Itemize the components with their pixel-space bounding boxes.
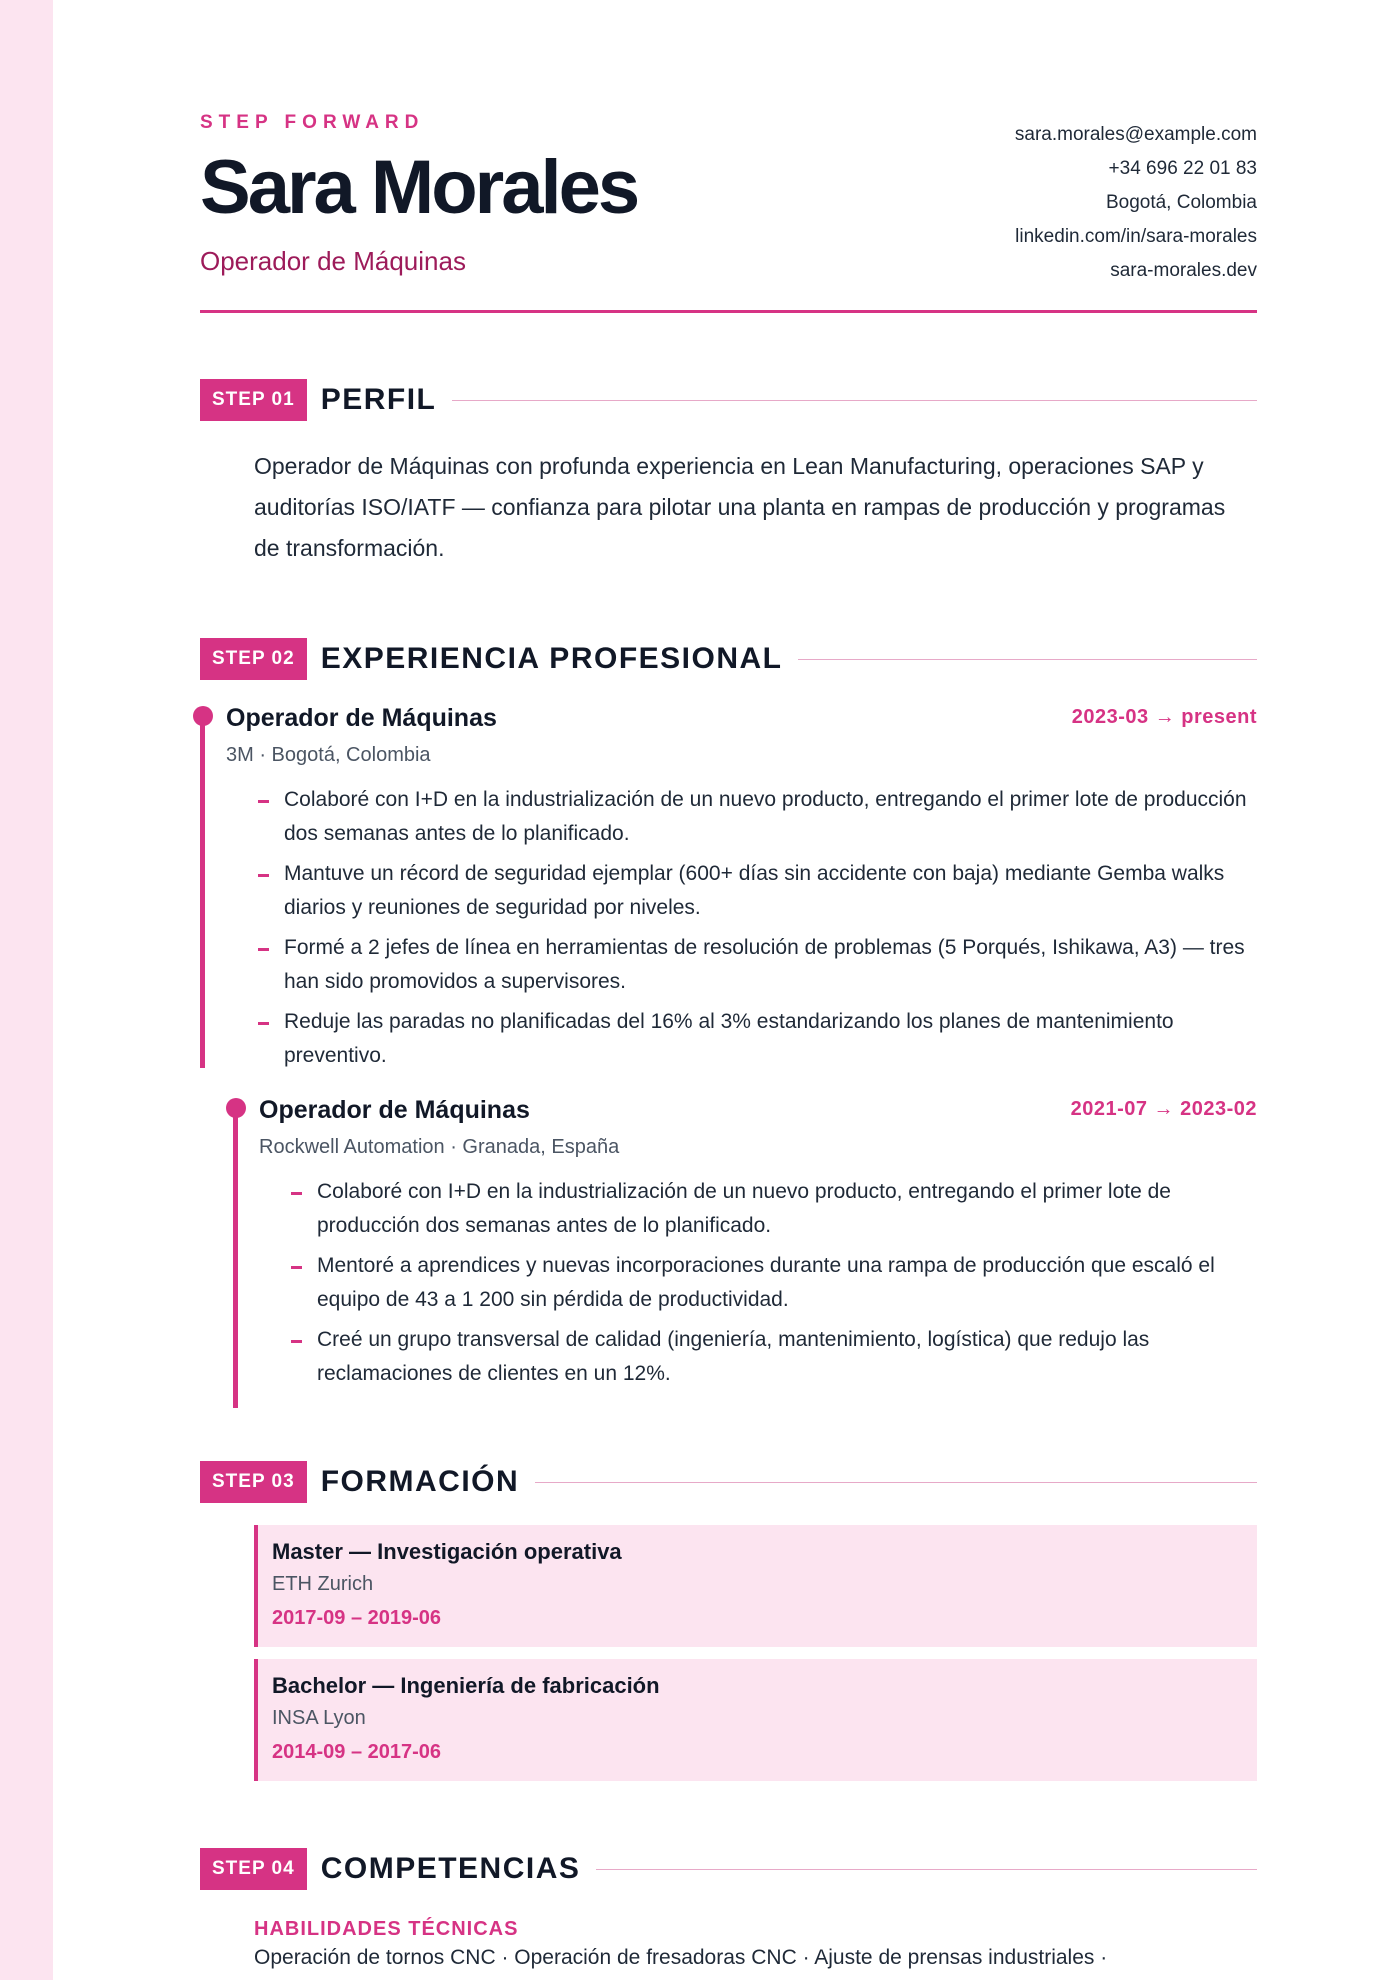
job-bullets [291, 1175, 1257, 1397]
job-entry [235, 1098, 1257, 1398]
step-badge: STEP 01 [200, 379, 307, 421]
resume-page [200, 0, 1257, 1980]
step-badge: STEP 02 [200, 638, 307, 680]
education-degree: Bachelor — Ingeniería de fabricación [272, 1673, 660, 1698]
profile-summary: Operador de Máquinas con profunda experiencia en Lean Manufacturing, operaciones SAP y auditorías ISO/IATF — confianza para pilotar una planta en rampas de producción y programas de transformación. [254, 453, 1226, 561]
dash-icon [258, 1022, 269, 1025]
timeline-bar [200, 722, 205, 1068]
bullet-text: Formé a 2 jefes de línea en herramientas de resolución de problemas (5 Porqués, Ishikawa, A3) — tres han sido promovidos a supervisores. [284, 936, 1245, 993]
education-entry [254, 1659, 1257, 1781]
list-item [291, 1175, 1257, 1243]
section-skills-header [200, 1847, 1257, 1891]
section-education-header [200, 1460, 1257, 1504]
education-dates: 2017-09 – 2019-06 [272, 1607, 442, 1629]
step-badge: STEP 03 [200, 1461, 307, 1503]
dash-icon [291, 1192, 302, 1195]
education-dates: 2014-09 – 2017-06 [272, 1741, 442, 1763]
skills-list: Operación de tornos CNC · Operación de fresadoras CNC · Ajuste de prensas industriales · [254, 1946, 1108, 1969]
job-date: 2021-07 → 2023-02 [1070, 1098, 1257, 1120]
list-item [258, 857, 1258, 925]
list-item [258, 1005, 1258, 1073]
side-strip [0, 0, 53, 1980]
contact-website[interactable]: sara-morales.dev [1110, 260, 1257, 281]
bullet-text: Colaboré con I+D en la industrialización de un nuevo producto, entregando el primer lote de producción dos semanas antes de lo planificado. [317, 1180, 1171, 1237]
list-item [291, 1249, 1257, 1317]
step-badge: STEP 04 [200, 1848, 307, 1890]
bullet-text: Colaboré con I+D en la industrialización de un nuevo producto, entregando el primer lote de producción dos semanas antes de lo planificado. [284, 788, 1247, 845]
section-title: COMPETENCIAS [320, 1852, 581, 1885]
candidate-role: Operador de Máquinas [200, 246, 466, 276]
contact-email[interactable]: sara.morales@example.com [1014, 124, 1257, 145]
job-company: 3M · Bogotá, Colombia [226, 744, 431, 766]
list-item [291, 1323, 1257, 1391]
dash-icon [291, 1340, 302, 1343]
contact-linkedin[interactable]: linkedin.com/in/sara-morales [1015, 226, 1257, 247]
job-entry [202, 706, 1257, 1076]
section-divider [535, 1482, 1257, 1483]
bullet-text: Mantuve un récord de seguridad ejemplar (600+ días sin accidente con baja) mediante Gemba walks diarios y reuniones de seguridad por niveles. [284, 862, 1225, 919]
section-experience-header [200, 637, 1257, 681]
section-title: PERFIL [320, 383, 437, 416]
bullet-text: Mentoré a aprendices y nuevas incorporaciones durante una rampa de producción que escaló el equipo de 43 a 1 200 sin pérdida de productividad. [317, 1254, 1215, 1311]
section-title: FORMACIÓN [320, 1465, 520, 1498]
timeline-bar [233, 1114, 238, 1408]
section-divider [798, 659, 1257, 660]
contact-phone[interactable]: +34 696 22 01 83 [1108, 158, 1257, 179]
dash-icon [258, 800, 269, 803]
bullet-text: Creé un grupo transversal de calidad (ingeniería, mantenimiento, logística) que redujo las reclamaciones de clientes en un 12%. [317, 1328, 1150, 1385]
resume-header [200, 108, 1257, 313]
section-divider [452, 400, 1257, 401]
list-item [258, 783, 1258, 851]
dash-icon [258, 874, 269, 877]
contact-location: Bogotá, Colombia [1105, 192, 1257, 213]
education-degree: Master — Investigación operativa [272, 1539, 622, 1564]
job-title: Operador de Máquinas [259, 1096, 530, 1124]
education-school: INSA Lyon [272, 1707, 366, 1729]
bullet-text: Reduje las paradas no planificadas del 16% al 3% estandarizando los planes de mantenimiento preventivo. [284, 1010, 1174, 1067]
dash-icon [291, 1266, 302, 1269]
section-divider [596, 1869, 1257, 1870]
section-title: EXPERIENCIA PROFESIONAL [320, 642, 783, 675]
education-school: ETH Zurich [272, 1573, 374, 1595]
job-bullets [258, 783, 1258, 1079]
skills-category-label: HABILIDADES TÉCNICAS [254, 1918, 519, 1940]
list-item [258, 931, 1258, 999]
education-entry [254, 1525, 1257, 1647]
eyebrow: STEP FORWARD [200, 112, 425, 133]
job-company: Rockwell Automation · Granada, España [259, 1136, 620, 1158]
contact-info [1015, 118, 1257, 288]
job-date: 2023-03 → present [1071, 706, 1257, 728]
section-profile-header [200, 378, 1257, 422]
job-title: Operador de Máquinas [226, 704, 497, 732]
dash-icon [258, 948, 269, 951]
candidate-name: Sara Morales [200, 145, 638, 230]
